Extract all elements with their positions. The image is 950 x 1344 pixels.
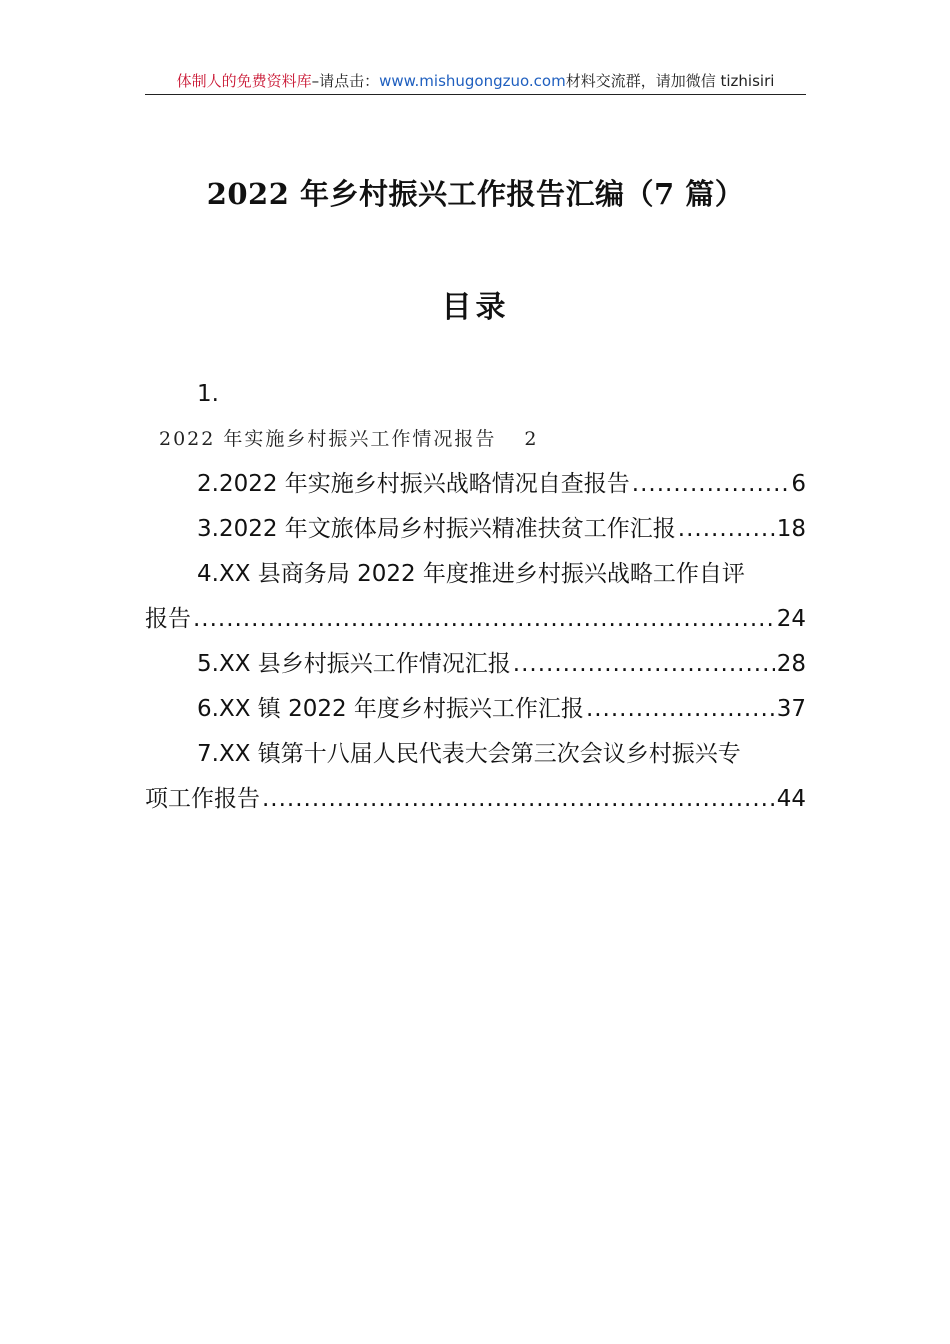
toc-item-4-text-cont: 报告 [145,606,191,632]
toc-item-5[interactable] [145,642,806,687]
toc-item-6-text: 6.XX 镇 2022 年度乡村振兴工作汇报 [197,696,584,722]
toc-leader-dots [586,687,775,732]
toc-item-2-text: 2.2022 年实施乡村振兴战略情况自查报告 [197,471,630,497]
toc-item-6[interactable] [145,687,806,732]
toc-item-2[interactable] [145,462,806,507]
page-header [145,68,806,95]
toc-item-1[interactable] [145,417,806,462]
toc-item-4-line1[interactable] [145,552,806,597]
toc-leader-dots [262,777,775,822]
toc-heading: 目录 [441,290,510,325]
toc-item-4-page: 24 [776,606,806,632]
toc-item-1-text: 2022 年实施乡村振兴工作情况报告 [159,428,497,450]
toc-item-3[interactable] [145,507,806,552]
toc-item-7-page: 44 [776,786,806,812]
header-brand: 体制人的免费资料库 [176,72,312,90]
table-of-contents [145,372,806,822]
toc-leader-dots [632,462,790,507]
toc-item-5-page: 28 [776,651,806,677]
document-title: 2022 年乡村振兴工作报告汇编（7 篇） [206,177,745,211]
toc-item-5-text: 5.XX 县乡村振兴工作情况汇报 [197,651,511,677]
toc-item-2-page: 6 [791,471,806,497]
toc-item-1-page: 2 [524,428,539,450]
toc-item-4-text: 4.XX 县商务局 2022 年度推进乡村振兴战略工作自评 [197,561,745,587]
header-prompt: –请点击： [311,72,380,90]
toc-item-7-text: 7.XX 镇第十八届人民代表大会第三次会议乡村振兴专 [197,741,741,767]
toc-item-7-line1[interactable] [145,732,806,777]
toc-item-1-number[interactable]: 1. [197,381,219,407]
header-group-text: 材料交流群，请加微信 tizhisiri [565,72,775,90]
toc-item-3-page: 18 [776,516,806,542]
toc-leader-dots [513,642,775,687]
toc-item-6-page: 37 [776,696,806,722]
toc-leader-dots [678,507,775,552]
toc-item-7-line2[interactable] [145,777,806,822]
toc-item-7-text-cont: 项工作报告 [145,786,260,812]
toc-item-4-line2[interactable] [145,597,806,642]
toc-item-3-text: 3.2022 年文旅体局乡村振兴精准扶贫工作汇报 [197,516,676,542]
header-url-link[interactable]: www.mishugongzuo.com [379,72,566,90]
toc-leader-dots [193,597,775,642]
